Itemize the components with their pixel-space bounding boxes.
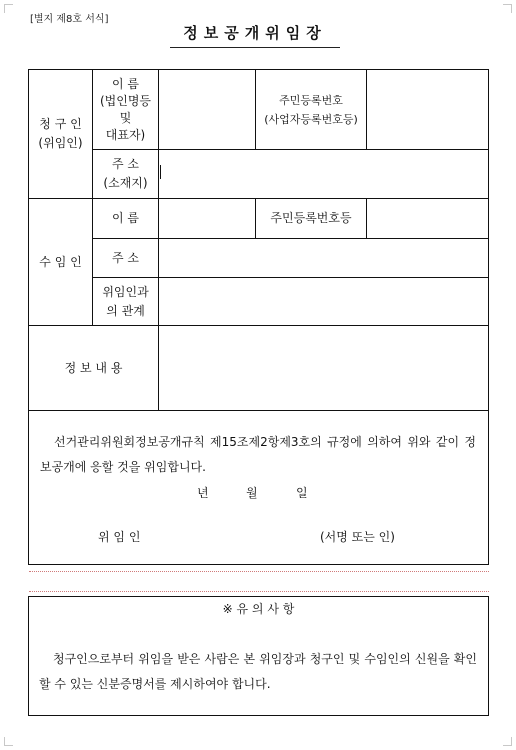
date-year-label: 년 <box>197 486 209 500</box>
requester-id-field[interactable] <box>367 70 488 149</box>
delegate-id-field[interactable] <box>367 199 488 238</box>
requester-name-field[interactable] <box>159 70 255 149</box>
text-cursor <box>160 165 161 179</box>
info-content-field[interactable] <box>159 326 488 410</box>
delegate-name-label: 이 름 <box>112 211 139 225</box>
requester-address-field[interactable] <box>159 150 488 198</box>
delegate-relation-label: 위임인과 의 관계 <box>102 284 149 318</box>
delegate-section-label: 수 임 인 <box>39 254 82 269</box>
separator-line <box>29 591 489 592</box>
requester-section-label: 청 구 인 (위임인) <box>38 117 83 150</box>
date-month-label: 월 <box>246 486 258 500</box>
page-corner-mark <box>503 4 512 13</box>
delegation-statement: 선거관리위원회정보공개규칙 제15조제2항제3호의 규정에 의하여 위와 같이 정보공개에 응할 것을 위임합니다. <box>40 435 476 474</box>
notice-title: ※ 유 의 사 항 <box>222 602 295 616</box>
delegate-name-field[interactable] <box>159 199 255 238</box>
requester-id-label: 주민등록번호 (사업자등록번호등) <box>264 93 358 126</box>
delegate-id-label: 주민등록번호등 <box>270 211 352 225</box>
signer-label: 위 임 인 <box>98 530 141 544</box>
document-title: 정보공개위임장 <box>170 22 340 48</box>
page-corner-mark <box>4 737 13 746</box>
signature-hint: (서명 또는 인) <box>320 530 395 544</box>
page-corner-mark <box>4 4 13 13</box>
requester-name-label: 이 름 (법인명등 및 대표자) <box>99 76 152 142</box>
separator-line <box>29 571 489 572</box>
delegate-address-label: 주 소 <box>112 250 139 265</box>
delegate-address-field[interactable] <box>159 239 488 277</box>
info-content-label: 정 보 내 용 <box>64 360 123 375</box>
notice-text: 청구인으로부터 위임을 받은 사람은 본 위임장과 청구인 및 수임인의 신원을 확인할 수 있는 신분증명서를 제시하여야 합니다. <box>39 652 477 691</box>
date-day-label: 일 <box>296 486 308 500</box>
form-reference: [별지 제8호 서식] <box>30 14 109 25</box>
requester-address-label: 주 소 (소재지) <box>103 157 148 190</box>
page-corner-mark <box>503 737 512 746</box>
delegate-relation-field[interactable] <box>159 278 488 325</box>
notice-box <box>28 596 489 716</box>
